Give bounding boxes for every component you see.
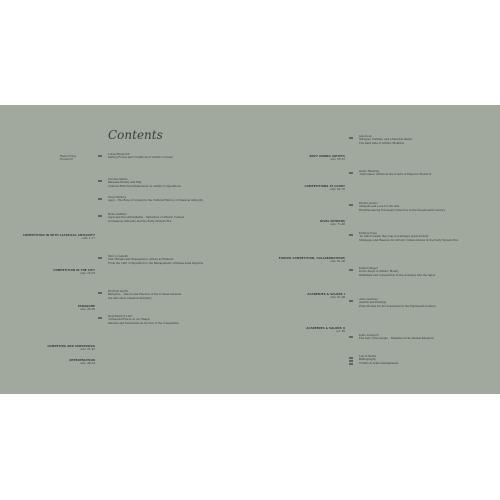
toc-entry — [359, 135, 489, 145]
page-marker — [349, 300, 353, 302]
toc-entry — [359, 232, 489, 242]
section-heading — [0, 359, 95, 366]
section-name: COMPETITION IN WITH CLASSICAL ANTIQUITY — [22, 234, 95, 237]
section-pages: cats. 1–17 — [81, 237, 95, 241]
toc-entry — [108, 255, 238, 265]
entry-title: The Law of the Jungle – Rivalries in the Animal Kingdom — [359, 337, 434, 341]
toc-entry-backmatter — [359, 355, 489, 365]
entry-title: Agon – The Role of Contest in the Cultural History of Classical Antiquity — [108, 199, 204, 203]
section-heading — [0, 269, 95, 276]
section-name: RIVAL PATRONS — [320, 220, 345, 223]
entry-subtitle: in Classical Antiquity and the Early Modern Era — [108, 219, 172, 223]
page-marker — [98, 317, 102, 319]
section-name: COMPETITIONS AT COURT — [304, 185, 345, 188]
entry-title: Between Rivalry and Play — [108, 181, 142, 185]
entry-subtitle: Hannibals and Competition in the Academy and the Salon — [359, 273, 436, 277]
page-marker — [98, 257, 102, 259]
page-marker — [98, 198, 102, 200]
entry-subtitle: Strategies and Reasons for Artistic Collaborations in the Early Modern Era — [359, 238, 458, 242]
page-title: Contents — [108, 128, 163, 142]
section-name: ENVY AMONG ARTISTS — [309, 155, 345, 158]
entry-author: Fabian Jonietz — [359, 202, 378, 205]
entry-author: Anna Gosteles — [359, 298, 378, 301]
toc-entry — [108, 290, 238, 300]
page-marker — [349, 234, 353, 236]
page-marker — [349, 357, 353, 359]
entry-title: Civic Rituals and Renaissance: Artists as Winners — [108, 258, 174, 262]
section-pages: cats. 31–45 — [80, 348, 95, 352]
section-name: ACADEMIES & SALONS I — [307, 293, 345, 296]
section-heading — [250, 293, 345, 300]
page-marker — [349, 360, 353, 362]
toc-entry — [108, 196, 238, 203]
section-pages: cats. 46–54 — [80, 362, 95, 366]
entry-title: Paragone – Theory and Practice of the Contest between — [108, 293, 182, 297]
book-spread — [0, 105, 500, 394]
page-marker — [349, 363, 353, 365]
foreword-entry — [60, 155, 100, 162]
entry-author: Kristen Mayer — [359, 267, 378, 270]
entry-author: Kirstine Fong — [359, 232, 377, 235]
entry-title: Agon and the Unfinishable – Variations of Artistic Contest — [108, 216, 185, 220]
toc-entry — [359, 202, 489, 212]
entry-subtitle: Sablons and Narcissists as Vectors of the Competitive — [108, 321, 179, 325]
entry-subtitle: Rivalries among European Collectors in the Seventeenth Century — [359, 208, 446, 212]
entry-author: Marco Castaldi — [108, 255, 129, 258]
entry-title: 'A Peaceful Fierce in our Shape' — [108, 318, 151, 322]
section-name: PARAGONE — [77, 305, 95, 308]
section-heading — [0, 345, 95, 352]
toc-entry — [108, 315, 238, 325]
page-marker — [349, 204, 353, 206]
entry-title: Antiques, Pistilles, and a Pastoral Island — [359, 138, 412, 142]
toc-entry — [359, 267, 489, 277]
page-marker — [349, 172, 353, 174]
foreword-author: Ruben Fong — [60, 155, 76, 158]
page-marker — [349, 336, 353, 338]
section-name: COMPETING AND SURPASSING — [47, 345, 95, 348]
entry-title: Setting Forces and Conditions of Artistic Contest — [108, 156, 173, 160]
section-heading — [0, 305, 95, 312]
page-marker — [98, 155, 102, 157]
page-marker — [98, 215, 102, 217]
section-heading — [250, 220, 345, 227]
page-marker — [349, 269, 353, 271]
entry-subtitle: From the 1401 Competition to the Management of Piazza della Signoria — [108, 261, 203, 265]
entry-subtitle: The Dark Side of Artistic Rivalries — [359, 141, 405, 145]
backmatter-bibliography: Bibliography — [359, 358, 376, 362]
section-name: FORCED COMPETITION, COLLABORATIONS — [278, 257, 345, 260]
section-pages: cats. 62–70 — [330, 188, 345, 192]
section-pages: cats. 71–80 — [330, 223, 345, 227]
entry-author: Hana Günther — [108, 213, 127, 216]
section-heading — [250, 155, 345, 162]
entry-title: 'Certovskoe' Artists at the Courts of Emperor Rudolf II — [359, 173, 432, 177]
section-heading — [0, 234, 95, 241]
entry-subtitle: Cultural-Historical Reflections on Artistic Competitions — [108, 184, 181, 188]
section-pages: cats. 55–61 — [330, 158, 345, 162]
section-pages: cats. 81–90 — [330, 260, 345, 264]
section-pages: cat. 99 — [336, 330, 345, 334]
section-heading — [250, 185, 345, 192]
section-name: ACADEMIES & SALONS II — [306, 327, 345, 330]
toc-entry — [359, 170, 489, 177]
foreword-title: Foreword — [60, 158, 73, 162]
entry-author: Wolf-Dietrich Löhr — [108, 315, 133, 318]
section-heading — [250, 257, 345, 264]
entry-subtitle: the Arts since Classical Antiquity — [108, 296, 152, 300]
section-pages: cats. 91–98 — [330, 296, 345, 300]
entry-title: Awards and Prestige — [359, 301, 387, 305]
entry-author: Jens Koob — [359, 135, 373, 138]
toc-entry — [108, 178, 238, 188]
toc-entry — [359, 298, 489, 308]
toc-entry — [108, 153, 238, 160]
entry-title: 'by which means they may not attempt great models' — [359, 235, 429, 239]
backmatter-works: List of Works — [359, 355, 377, 358]
toc-entry — [359, 334, 489, 341]
page-marker — [98, 180, 102, 182]
page-marker — [98, 292, 102, 294]
section-name: COMPETITION IN THE CITY — [53, 269, 95, 272]
entry-title: Antiques and Love for the Arts — [359, 205, 400, 209]
entry-author: Lukas Reichardt — [108, 153, 130, 156]
entry-author: Thomas Mathe — [108, 178, 128, 181]
page-marker — [349, 137, 353, 139]
entry-author: Fiona Walters — [108, 196, 127, 199]
section-pages: cats. 26–30 — [80, 308, 95, 312]
entry-title: In the Steps of Artistic Rivalry — [359, 270, 399, 274]
section-heading — [250, 327, 345, 334]
entry-subtitle: Prize Models for Art Academies in the Eighteenth Century — [359, 304, 436, 308]
entry-author: Katie Lunsford — [359, 334, 379, 337]
section-name: APPROPRIATION — [69, 359, 95, 362]
backmatter-credits: Credits & Acknowledgements — [359, 361, 399, 365]
entry-author: Guido Hessling — [359, 170, 380, 173]
entry-author: Wolfram Derlin — [108, 290, 129, 293]
section-pages: cats. 18–25 — [80, 272, 95, 276]
toc-entry — [108, 213, 238, 223]
